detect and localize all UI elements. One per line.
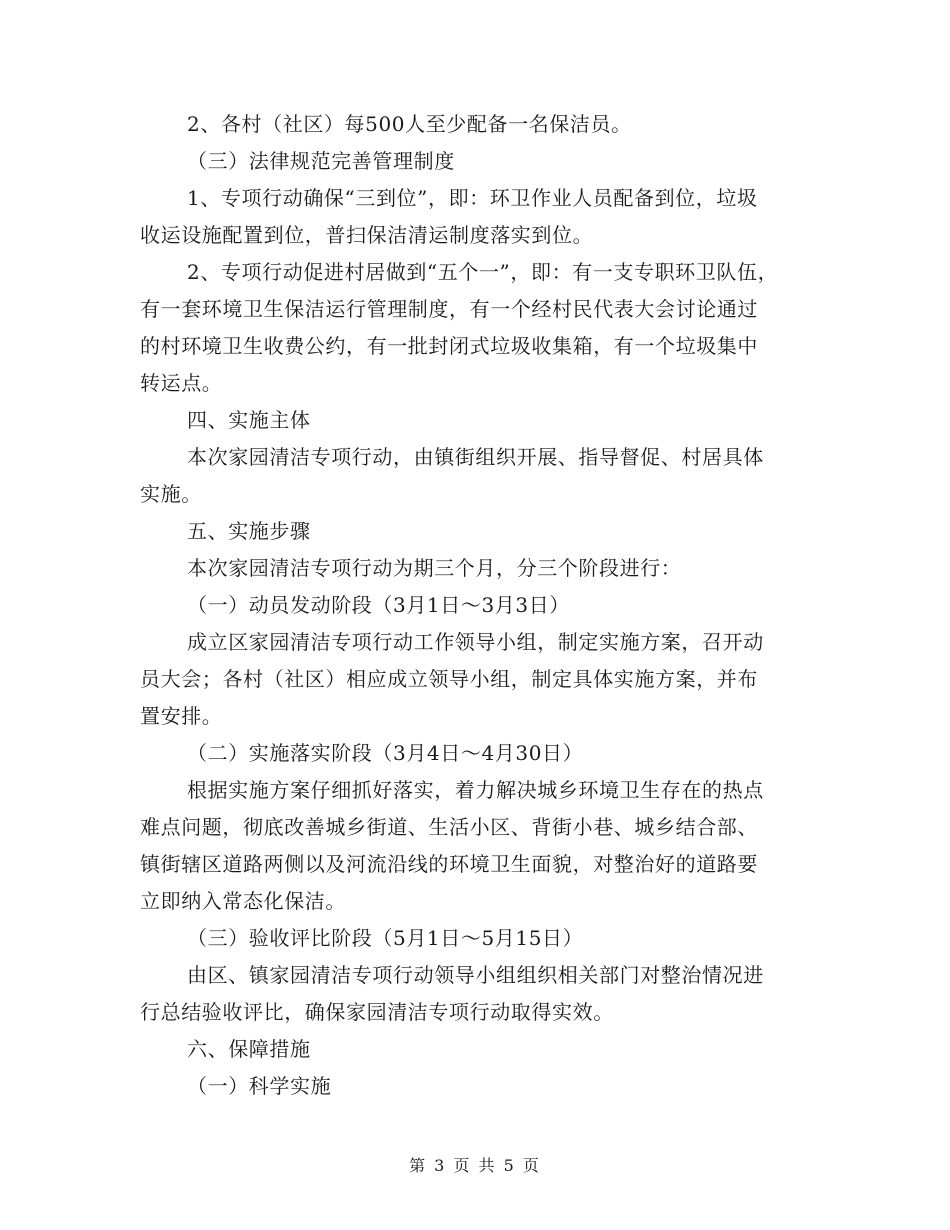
text-line: 立即纳入常态化保洁。	[140, 889, 346, 913]
text-line: 镇街辖区道路两侧以及河流沿线的环境卫生面貌，对整治好的道路要	[140, 852, 758, 876]
text-line: 1、专项行动确保“三到位”，即：环卫作业人员配备到位，垃圾	[187, 186, 758, 210]
text-line: 根据实施方案仔细抓好落实，着力解决城乡环境卫生存在的热点	[187, 778, 764, 802]
text-line: 四、实施主体	[187, 408, 311, 432]
text-line: 2、各村（社区）每500人至少配备一名保洁员。	[187, 112, 632, 136]
paragraph	[140, 439, 820, 513]
paragraph	[140, 920, 820, 957]
text-line: 转运点。	[140, 371, 223, 395]
paragraph	[140, 624, 820, 735]
text-line: （一）动员发动阶段（3月1日～3月3日）	[187, 593, 570, 617]
text-line: 本次家园清洁专项行动为期三个月，分三个阶段进行：	[187, 556, 682, 580]
text-line: 实施。	[140, 482, 202, 506]
text-line: 员大会；各村（社区）相应成立领导小组，制定具体实施方案，并布	[140, 667, 758, 691]
text-line: 五、实施步骤	[187, 519, 311, 543]
text-line: 行总结验收评比，确保家园清洁专项行动取得实效。	[140, 1000, 614, 1024]
paragraph	[140, 254, 820, 402]
text-line: 置安排。	[140, 704, 223, 728]
document-body	[140, 106, 820, 1105]
text-line: （三）验收评比阶段（5月1日～5月15日）	[187, 926, 584, 950]
text-line: 由区、镇家园清洁专项行动领导小组组织相关部门对整治情况进	[187, 963, 764, 987]
text-line: 难点问题，彻底改善城乡街道、生活小区、背街小巷、城乡结合部、	[140, 815, 758, 839]
text-line: （三）法律规范完善管理制度	[187, 149, 455, 173]
paragraph	[140, 735, 820, 772]
paragraph	[140, 513, 820, 550]
text-line: 2、专项行动促进村居做到“五个一”，即：有一支专职环卫队伍，	[187, 260, 779, 284]
paragraph	[140, 957, 820, 1031]
paragraph	[140, 180, 820, 254]
text-line: （一）科学实施	[187, 1074, 332, 1098]
text-line: 六、保障措施	[187, 1037, 311, 1061]
paragraph	[140, 550, 820, 587]
text-line: 成立区家园清洁专项行动工作领导小组，制定实施方案，召开动	[187, 630, 764, 654]
text-line: （二）实施落实阶段（3月4日～4月30日）	[187, 741, 584, 765]
paragraph	[140, 106, 820, 143]
paragraph	[140, 402, 820, 439]
paragraph	[140, 1031, 820, 1068]
paragraph	[140, 587, 820, 624]
paragraph	[140, 143, 820, 180]
text-line: 本次家园清洁专项行动，由镇街组织开展、指导督促、村居具体	[187, 445, 764, 469]
paragraph	[140, 1068, 820, 1105]
paragraph	[140, 772, 820, 920]
text-line: 有一套环境卫生保洁运行管理制度，有一个经村民代表大会讨论通过	[140, 297, 758, 321]
text-line: 收运设施配置到位，普扫保洁清运制度落实到位。	[140, 223, 594, 247]
page-footer: 第 3 页 共 5 页	[409, 1156, 541, 1175]
text-line: 的村环境卫生收费公约，有一批封闭式垃圾收集箱，有一个垃圾集中	[140, 334, 758, 358]
